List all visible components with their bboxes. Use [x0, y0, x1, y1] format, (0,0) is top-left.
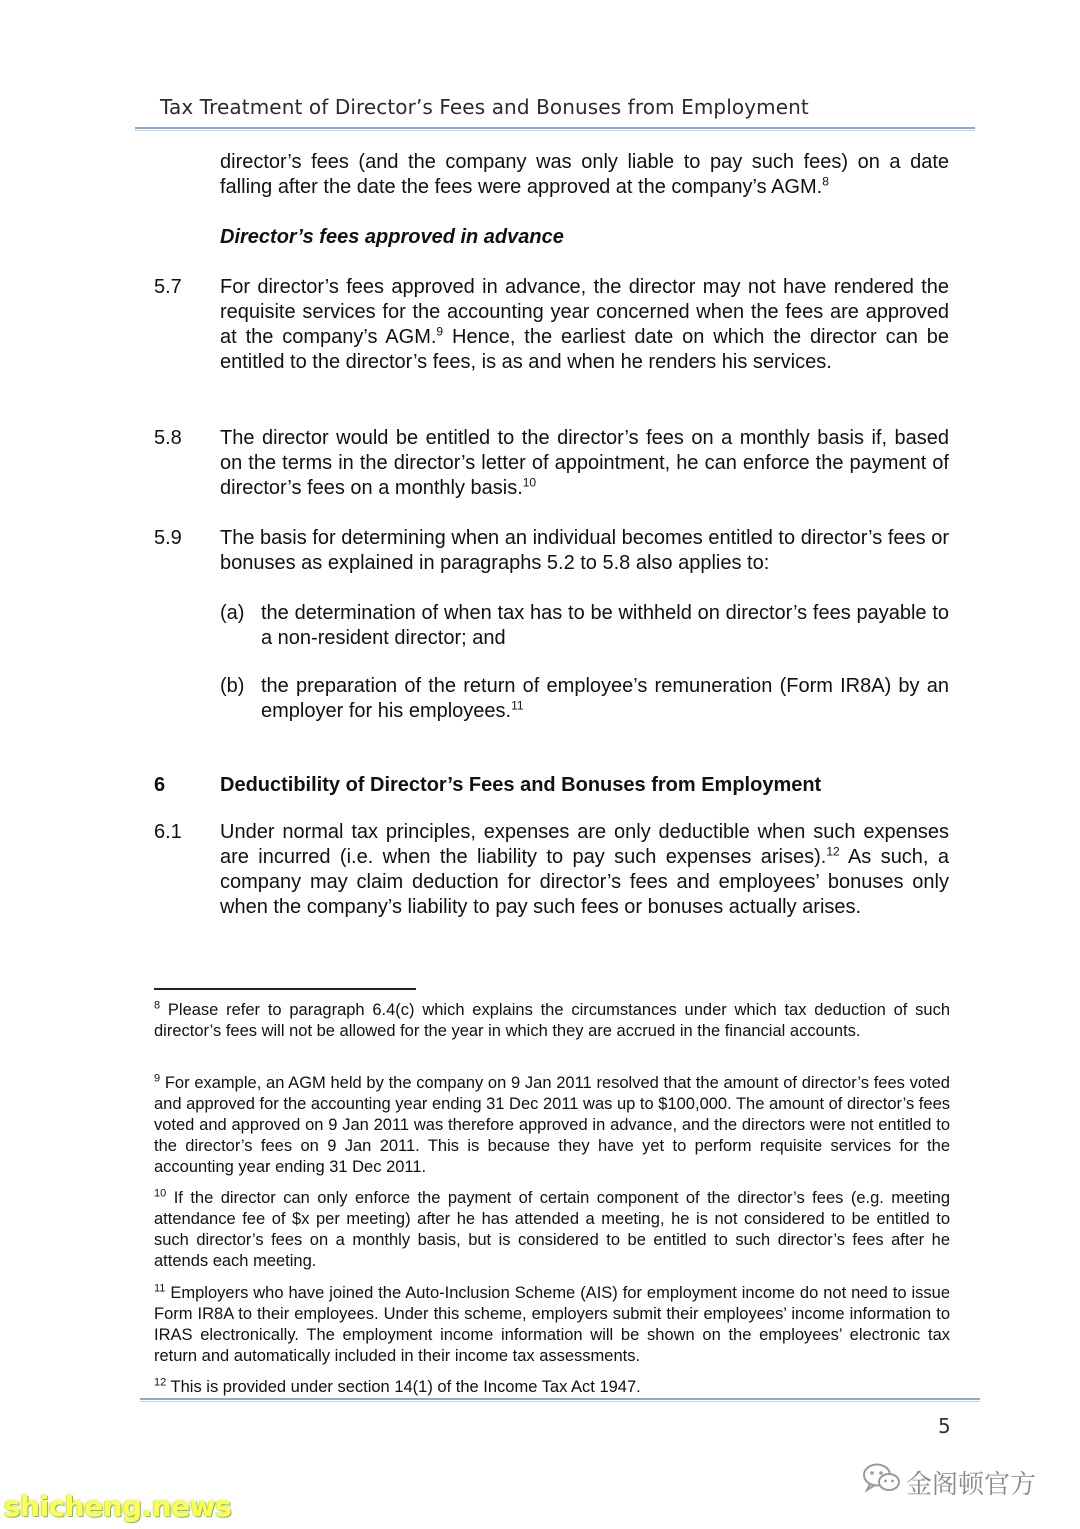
footnote-ref[interactable]: 10 [522, 475, 537, 490]
header-rule [135, 127, 975, 129]
continuation-paragraph [220, 150, 949, 200]
paragraph-number: 5.8 [154, 427, 182, 449]
footnote-separator [154, 988, 416, 990]
footnote-number: 9 [154, 1072, 161, 1085]
paragraph-6-1 [220, 820, 949, 920]
footnote-number: 10 [154, 1187, 167, 1200]
site-watermark: shicheng.news [4, 1490, 232, 1523]
list-item-text: the preparation of the return of employee’s remuneration (Form IR8A) by an employer for his employees. [261, 675, 949, 722]
footnote-11 [154, 1283, 950, 1367]
wechat-account-watermark: 金阁顿官方 [906, 1470, 1037, 1500]
footnote-ref[interactable]: 12 [826, 844, 840, 859]
list-item-text: the determination of when tax has to be withheld on director’s fees payable to a non-resident director; and [261, 602, 949, 649]
footnote-8 [154, 1000, 950, 1042]
list-item-letter: (a) [220, 602, 245, 624]
paragraph-number: 5.9 [154, 527, 182, 549]
section-number: 6 [154, 774, 166, 796]
footnote-text: Please refer to paragraph 6.4(c) which explains the circumstances under which tax deduction of such director’s fees will not be allowed for the year in which they are accrued in the financial accounts. [154, 1001, 950, 1040]
footnote-text: For example, an AGM held by the company on 9 Jan 2011 resolved that the amount of director’s fees voted and approved for the accounting year ending 31 Dec 2011 was up to $100,000. The amount of director’s fees voted and approved on 9 Jan 2011 was therefore approved in advance, and the directors were not entitled to the director’s fees on 9 Jan 2011. This is because they have yet to perform requisite services for the accounting year ending 31 Dec 2011. [154, 1074, 950, 1176]
continuation-text: director’s fees (and the company was only liable to pay such fees) on a date falling after the date the fees were approved at the company’s AGM. [220, 151, 949, 198]
paragraph-number: 5.7 [154, 276, 182, 298]
section-heading: Deductibility of Director’s Fees and Bonuses from Employment [220, 774, 822, 796]
footer-rule-secondary [140, 1401, 980, 1402]
paragraph-number: 6.1 [154, 821, 182, 843]
paragraph-text: The director would be entitled to the director’s fees on a monthly basis if, based on the terms in the director’s letter of appointment, he can enforce the payment of director’s fees on a monthly basis. [220, 427, 949, 499]
subheading: Director’s fees approved in advance [220, 226, 564, 248]
footnote-text: Employers who have joined the Auto-Inclusion Scheme (AIS) for employment income do not need to issue Form IR8A to their employees. Under this scheme, employers submit their employees’ income information to IRAS electronically. The employment income information will be shown on the employees’ electronic tax return and automatically included in their income tax assessments. [154, 1284, 950, 1365]
paragraph-5-9: The basis for determining when an individual becomes entitled to director’s fees or bonuses as explained in paragraphs 5.2 to 5.8 also applies to: [220, 527, 949, 574]
paragraph-text: For director’s fees approved in advance, the director may not have rendered the requisite services for the accounting year concerned when the fees are approved at the company’s AGM. [220, 276, 949, 348]
footnote-9 [154, 1073, 950, 1178]
wechat-icon [862, 1462, 902, 1494]
footnote-number: 11 [154, 1282, 166, 1295]
footnote-12 [154, 1377, 950, 1398]
list-item [261, 674, 949, 724]
page-header-title: Tax Treatment of Director’s Fees and Bonuses from Employment [160, 95, 809, 119]
header-rule-secondary [135, 130, 975, 131]
footnote-number: 8 [154, 999, 161, 1012]
list-item [261, 601, 949, 651]
list-item-letter: (b) [220, 675, 245, 697]
paragraph-text: Under normal tax principles, expenses are only deductible when such expenses are incurred (i.e. when the liability to pay such expenses arises). [220, 821, 949, 868]
paragraph-text: As such, a company may claim deduction for director’s fees and employees’ bonuses only when the company’s liability to pay such fees or bonuses actually arises. [220, 846, 949, 918]
footnote-ref[interactable]: 8 [822, 174, 829, 189]
paragraph-text: Hence, the earliest date on which the director can be entitled to the director’s fees, is as and when he renders his services. [220, 326, 949, 373]
paragraph-5-7 [220, 275, 949, 375]
footer-rule [140, 1398, 980, 1400]
footnote-ref[interactable]: 11 [511, 698, 524, 713]
footnote-number: 12 [154, 1376, 167, 1389]
footnote-ref[interactable]: 9 [436, 324, 444, 339]
paragraph-5-8 [220, 426, 949, 501]
page-number: 5 [938, 1414, 951, 1438]
footnote-text: This is provided under section 14(1) of the Income Tax Act 1947. [166, 1378, 641, 1396]
footnote-text: If the director can only enforce the payment of certain component of the director’s fees (e.g. meeting attendance fee of $x per meeting) after he has attended a meeting, he is not considered to be entitled to such director’s fees on a monthly basis, but is considered to be entitled to such director’s fees after he attends each meeting. [154, 1189, 950, 1270]
footnote-10 [154, 1188, 950, 1272]
